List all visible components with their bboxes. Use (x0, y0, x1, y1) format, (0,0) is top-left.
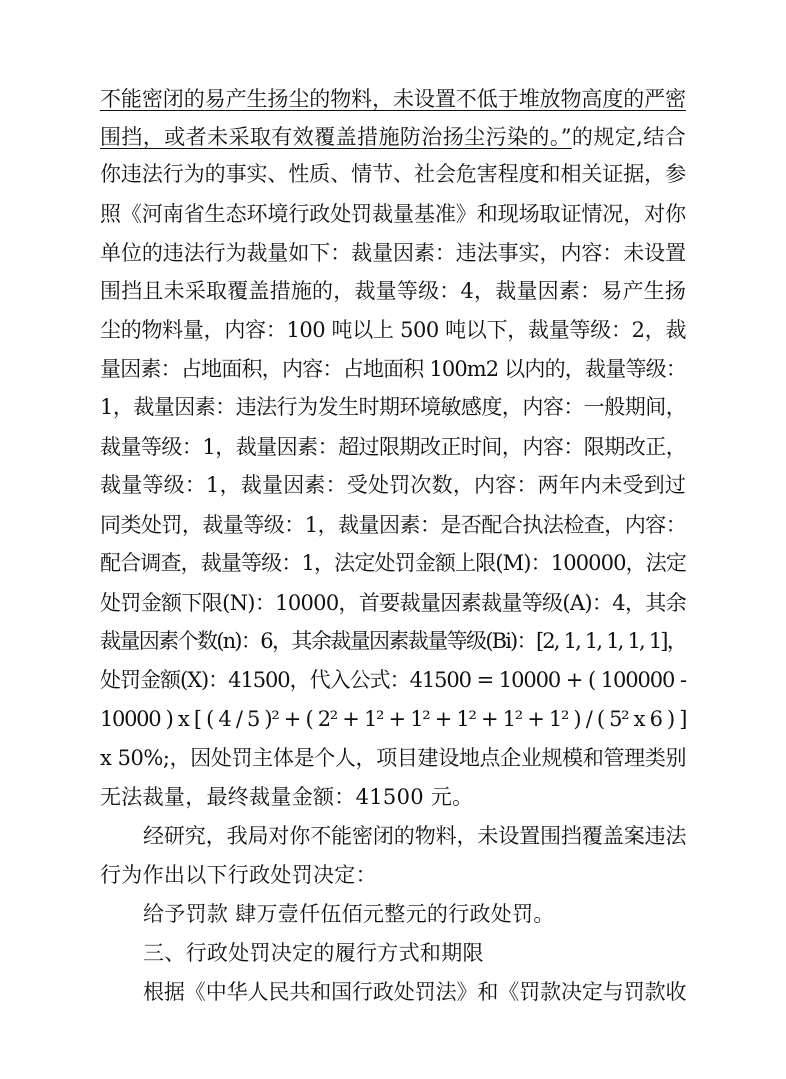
text-line-6 (100, 275, 686, 307)
text-line-9 (100, 391, 686, 423)
underlined-text: 不能密闭的易产生扬尘的物料，未设置不低于堆放物高度的严密 (100, 87, 686, 111)
line-text: 1，裁量因素：违法行为发生时期环境敏感度，内容：一般期间， (100, 395, 686, 419)
line-text: 的规定,结合 (571, 125, 686, 149)
text-line-17 (100, 703, 686, 735)
text-line-1 (100, 83, 686, 115)
line-text: 处罚金额下限(N)：10000，首要裁量因素裁量等级(A)：4，其余 (100, 591, 686, 615)
text-line-5 (100, 237, 686, 269)
line-text: 行为作出以下行政处罚决定： (100, 863, 377, 887)
line-text: 你违法行为的事实、性质、情节、社会危害程度和相关证据，参 (100, 162, 686, 186)
text-line-22 (143, 898, 686, 930)
text-line-7 (100, 314, 686, 346)
text-line-18 (100, 742, 686, 774)
text-line-23 (143, 937, 686, 969)
text-line-12 (100, 509, 686, 541)
line-text: 单位的违法行为裁量如下：裁量因素：违法事实，内容：未设置 (100, 241, 686, 265)
underlined-text: 围挡，或者未采取有效覆盖措施防治扬尘污染的。” (100, 125, 572, 149)
line-text: 照《河南省生态环境行政处罚裁量基准》和现场取证情况，对你 (100, 202, 686, 226)
line-text: 裁量因素个数(n)：6，其余裁量因素裁量等级(Bi)：[2, 1, 1, 1, 1, 1]， (100, 629, 686, 653)
line-text: 无法裁量，最终裁量金额：41500 元。 (100, 785, 474, 809)
line-text: 配合调查，裁量等级：1，法定处罚金额上限(M)：100000，法定 (100, 551, 686, 575)
text-line-14 (100, 587, 686, 619)
text-line-24 (143, 976, 686, 1008)
text-line-11 (100, 469, 686, 501)
text-line-4 (100, 198, 686, 230)
text-line-2 (100, 121, 686, 153)
text-line-13 (100, 547, 686, 579)
text-line-19 (100, 781, 686, 813)
text-line-3 (100, 158, 686, 190)
text-line-20 (143, 820, 686, 852)
text-line-15 (100, 625, 686, 657)
line-text: 围挡且未采取覆盖措施的，裁量等级：4，裁量因素：易产生扬 (100, 279, 686, 303)
text-line-8 (100, 353, 686, 385)
text-line-10 (100, 431, 686, 463)
text-line-21 (100, 859, 686, 891)
line-text: 处罚金额(X)：41500，代入公式：41500 = 10000 + ( 100000 - (100, 668, 686, 692)
line-text: 量因素：占地面积，内容：占地面积 100m2 以内的，裁量等级： (100, 357, 686, 381)
line-text: 三、行政处罚决定的履行方式和期限 (143, 941, 484, 965)
line-text: 裁量等级：1，裁量因素：超过限期改正时间，内容：限期改正， (100, 435, 686, 459)
line-text: 裁量等级：1，裁量因素：受处罚次数，内容：两年内未受到过 (100, 473, 686, 497)
line-text: 尘的物料量，内容：100 吨以上 500 吨以下，裁量等级：2，裁 (100, 318, 686, 342)
line-text: 根据《中华人民共和国行政处罚法》和《罚款决定与罚款收 (143, 980, 687, 1004)
line-text: 给予罚款 肆万壹仟伍佰元整元的行政处罚。 (143, 902, 555, 926)
line-text: x 50%;，因处罚主体是个人，项目建设地点企业规模和管理类别 (100, 746, 686, 770)
text-line-16 (100, 664, 686, 696)
line-text: 10000 ) x [ ( 4 / 5 )² + ( 2² + 1² + 1² + 1² + 1² + 1² ) / ( 5² x 6 ) ] (100, 707, 687, 731)
line-text: 经研究，我局对你不能密闭的物料，未设置围挡覆盖案违法 (143, 824, 687, 848)
line-text: 同类处罚，裁量等级：1，裁量因素：是否配合执法检查，内容： (100, 513, 686, 537)
